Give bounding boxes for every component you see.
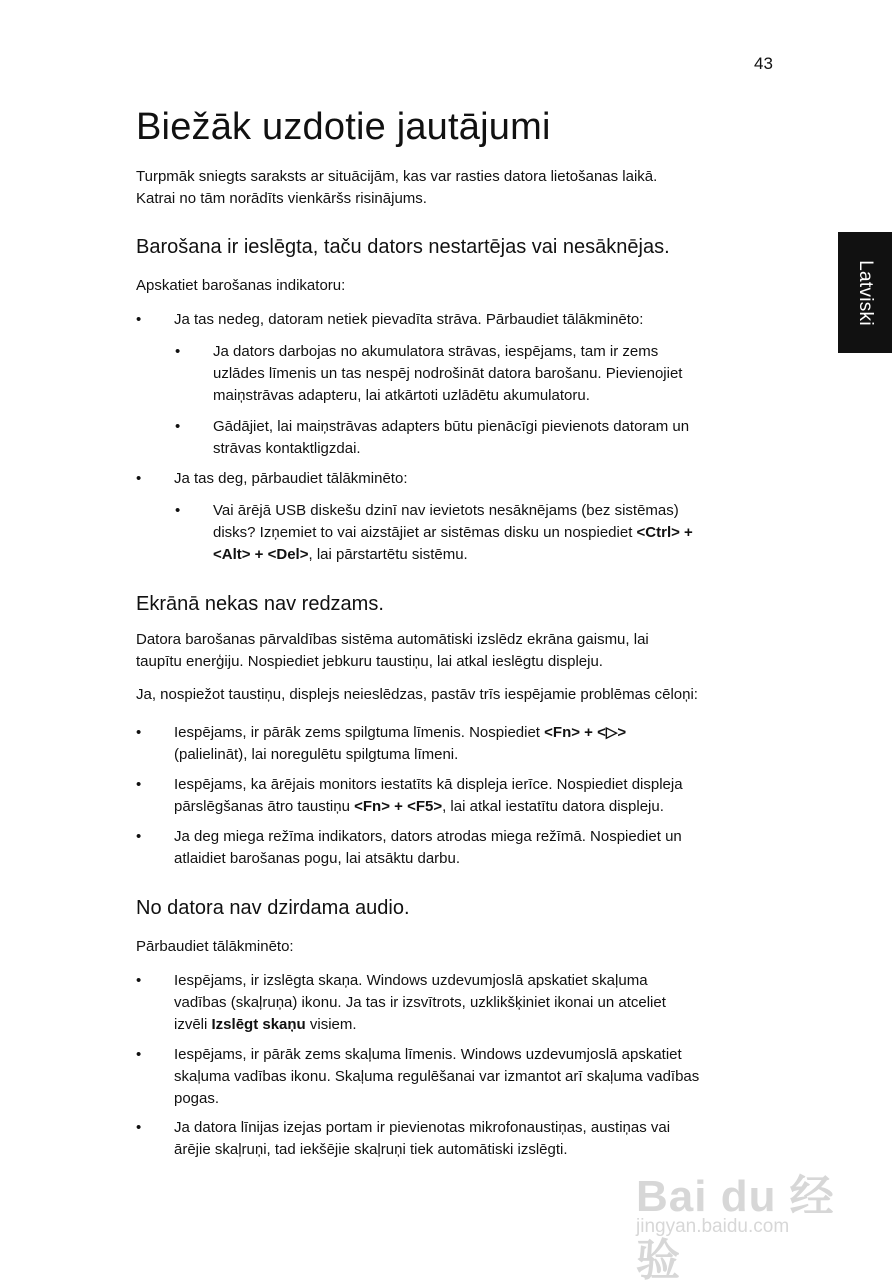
- bullet: •: [136, 1119, 142, 1136]
- list-item: • Iespējams, ir pārāk zems spilgtuma līmenis. Nospiediet <Fn> + <▷> (palielināt), lai noregulētu spilgtuma līmeni.: [136, 724, 627, 763]
- bullet: •: [136, 311, 142, 328]
- list-item: • Ja datora līnijas izejas portam ir pievienotas mikrofonaustiņas, austiņas vai ārējie skaļruņi, tad iekšējie skaļruņi tiek automātiski izslēgti.: [136, 1119, 671, 1158]
- watermark-url: jingyan.baidu.com: [636, 1216, 790, 1237]
- page-number: 43: [754, 54, 773, 73]
- bullet: •: [136, 972, 142, 989]
- bullet: •: [136, 470, 142, 487]
- key-combo: <Ctrl> +: [636, 524, 693, 541]
- bullet: •: [136, 1046, 142, 1063]
- section-heading-audio: No datora nav dzirdama audio.: [136, 897, 410, 919]
- power-lead: Apskatiet barošanas indikatoru:: [136, 277, 346, 294]
- list-item: • Ja tas nedeg, datoram netiek pievadīta strāva. Pārbaudiet tālākminēto:: [174, 309, 774, 331]
- list-item: • Ja deg miega režīma indikators, dators atrodas miega režīmā. Nospiediet un atlaidiet barošanas pogu, lai atsāktu darbu.: [136, 828, 682, 867]
- bullet: •: [136, 724, 142, 741]
- bullet: •: [136, 776, 142, 793]
- language-tab-label: Latviski: [855, 259, 877, 326]
- section-heading-screen: Ekrānā nekas nav redzams.: [136, 593, 384, 615]
- bullet: •: [175, 502, 181, 519]
- list-item: • Vai ārējā USB diskešu dzinī nav ievietots nesāknējams (bez sistēmas) disks? Izņemiet to vai aizstājiet ar sistēmas disku un nospiediet <Ctrl> + <Alt> + <Del>, lai pārstartētu sistēmu.: [175, 502, 693, 563]
- key-combo: <Fn> + <▷>: [544, 724, 627, 741]
- section-heading-power: Barošana ir ieslēgta, taču dators nestartējas vai nesāknējas.: [136, 236, 670, 258]
- list-item: • Ja tas deg, pārbaudiet tālākminēto:: [174, 468, 774, 490]
- watermark-logo: Bai du 经验: [636, 1172, 835, 1285]
- intro-line-2: Katrai no tām norādīts vienkāršs risinājums.: [136, 190, 427, 207]
- list-item: • Gādājiet, lai maiņstrāvas adapters būtu pienācīgi pievienots datoram un strāvas kontaktligzdai.: [175, 418, 690, 457]
- intro-paragraph: [136, 166, 786, 210]
- menu-option-mute: Izslēgt skaņu: [211, 1016, 306, 1033]
- audio-lead: Pārbaudiet tālākminēto:: [136, 938, 294, 955]
- bullet: •: [175, 418, 181, 435]
- baidu-watermark: [636, 1140, 846, 1285]
- screen-paragraph-2: Ja, nospiežot taustiņu, displejs neieslēdzas, pastāv trīs iespējamie problēmas cēloņi:: [136, 686, 698, 703]
- list-item: • Iespējams, ir izslēgta skaņa. Windows uzdevumjoslā apskatiet skaļuma vadības (skaļruņa) ikonu. Ja tas ir izsvītrots, uzklikšķiniet ikonai un atceliet izvēli Izslēgt skaņu visiem.: [136, 972, 666, 1033]
- list-item: • Iespējams, ka ārējais monitors iestatīts kā displeja ierīce. Nospiediet displeja pārslēgšanas ātro taustiņu <Fn> + <F5>, lai atkal iestatītu datora displeju.: [136, 776, 683, 815]
- screen-paragraph-1: Datora barošanas pārvaldības sistēma automātiski izslēdz ekrāna gaismu, lai taupītu enerģiju. Nospiediet jebkuru taustiņu, lai atkal ieslēgtu displeju.: [136, 631, 649, 670]
- list-item: • Ja dators darbojas no akumulatora strāvas, iespējams, tam ir zems uzlādes līmenis un tas nespēj nodrošināt datora barošanu. Pievienojiet maiņstrāvas adapteru, lai atkārtoti uzlādētu akumulatoru.: [175, 343, 683, 404]
- bullet: •: [175, 343, 181, 360]
- intro-line-1: Turpmāk sniegts saraksts ar situācijām, kas var rasties datora lietošanas laikā.: [136, 168, 658, 185]
- list-item: • Iespējams, ir pārāk zems skaļuma līmenis. Windows uzdevumjoslā apskatiet skaļuma vadības ikonu. Skaļuma regulēšanai var izmantot arī skaļuma vadības pogas.: [136, 1046, 700, 1107]
- language-tab: [838, 232, 892, 353]
- page-title: Biežāk uzdotie jautājumi: [136, 106, 551, 148]
- key-combo: <Fn> + <F5>: [354, 798, 443, 815]
- bullet: •: [136, 828, 142, 845]
- key-combo: <Alt> + <Del>: [213, 546, 309, 563]
